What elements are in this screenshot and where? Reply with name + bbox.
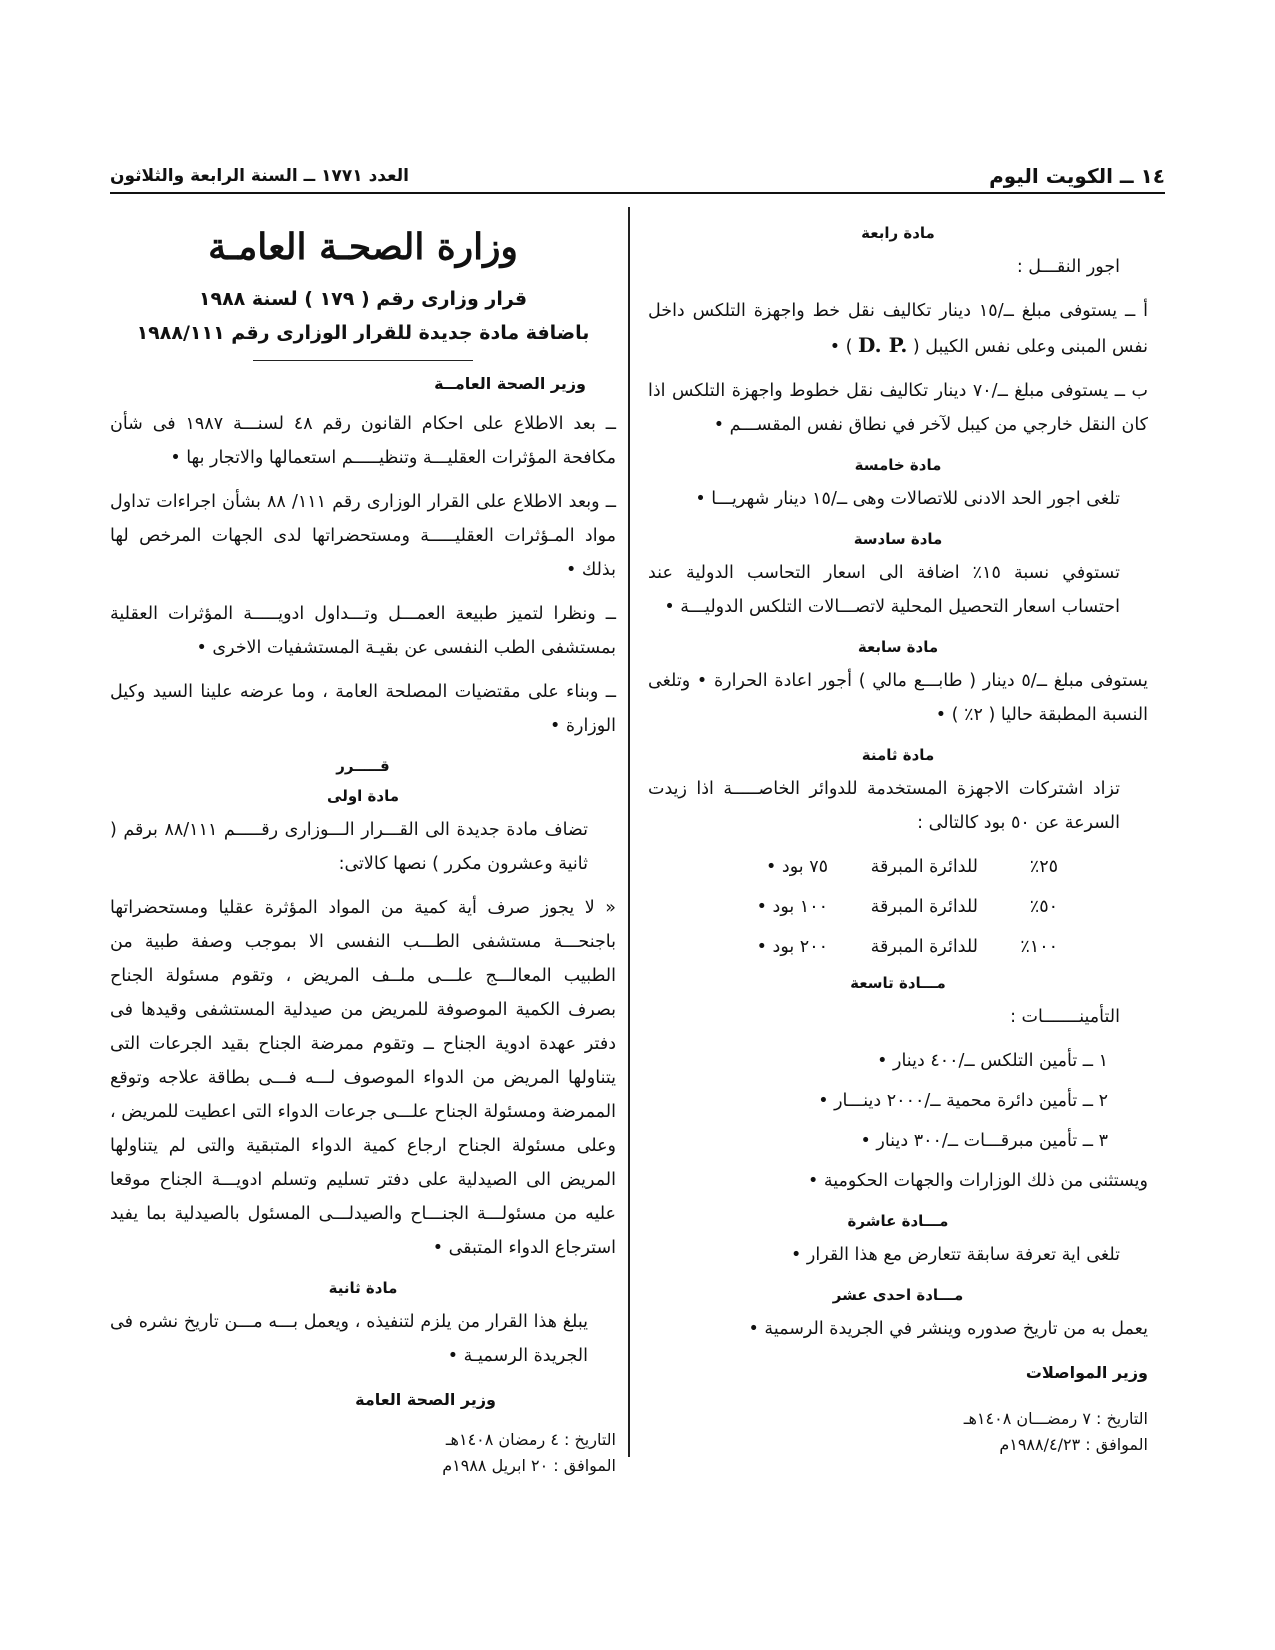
page-header bbox=[110, 160, 1165, 194]
rate-row bbox=[648, 850, 1148, 884]
article7-text: يستوفى مبلغ ــ/٥ دينار ( طابـــع مالي ) أجور اعادة الحرارة • وتلغى النسبة المطبقة حاليا ( ٢٪ ) • bbox=[648, 671, 1149, 725]
decided-heading: قـــــرر bbox=[336, 757, 390, 775]
left-column bbox=[110, 218, 616, 1479]
article9-exception: ويستثنى من ذلك الوزارات والجهات الحكومية • bbox=[807, 1171, 1148, 1191]
rates-list bbox=[648, 850, 1148, 964]
article4-a-text: أ ــ يستوفى مبلغ ــ/١٥ دينار تكاليف نقل خط واجهزة التلكس داخل نفس المبنى وعلى نفس الكيبل ( bbox=[648, 301, 1148, 357]
header-issue: العدد ١٧٧١ ــ السنة الرابعة والثلاثون bbox=[110, 166, 409, 186]
article4-a-end: ) • bbox=[829, 337, 853, 357]
date-hijri: التاريخ : ٤ رمضان ١٤٠٨هـ bbox=[445, 1430, 616, 1449]
rate-row bbox=[648, 930, 1148, 964]
rate-pct: ٢٥٪ bbox=[1029, 857, 1058, 877]
article2-text: يبلغ هذا القرار من يلزم لتنفيذه ، ويعمل بـــه مـــن تاريخ نشره فى الجريدة الرسميـة • bbox=[110, 1312, 588, 1366]
preamble-item: ــ ونظرا لتميز طبيعة العمـــل وتـــداول ادويـــــة المؤثرات العقلية بمستشفى الطب النفسى عن بقيـة المستشفيات الاخرى • bbox=[110, 604, 616, 658]
column-divider bbox=[628, 207, 630, 1457]
rate-label: للدائرة المبرقة bbox=[870, 857, 978, 877]
date-hijri: التاريخ : ٧ رمضـــان ١٤٠٨هـ bbox=[963, 1409, 1148, 1428]
article10-title: مـــادة عاشرة bbox=[847, 1212, 949, 1230]
article4-intro: اجور النقـــل : bbox=[1016, 257, 1120, 277]
rate-speed: ١٠٠ بود • bbox=[756, 897, 828, 917]
article1-title: مادة اولى bbox=[327, 787, 399, 805]
header-page-number: ١٤ ــ الكويت اليوم bbox=[989, 164, 1165, 188]
article9-title: مـــادة تاسعة bbox=[850, 974, 946, 992]
article8-title: مادة ثامنة bbox=[861, 746, 935, 764]
rate-pct: ٥٠٪ bbox=[1029, 897, 1058, 917]
insurance-item: ٢ ــ تأمين دائرة محمية ــ/٢٠٠٠ دينـــار • bbox=[818, 1091, 1108, 1111]
preamble-item: ــ وبعد الاطلاع على القرار الوزارى رقم ١١١/ ٨٨ بشأن اجراءات تداول مواد المـؤثرات العقليـــــة ومستحضراتها لدى الجهات المرخص لها بذلك • bbox=[110, 492, 617, 580]
rate-row bbox=[648, 890, 1148, 924]
article6-title: مادة سادسة bbox=[853, 530, 943, 548]
article4-b: ب ــ يستوفى مبلغ ــ/٧٠ دينار تكاليف نقل خطوط واجهزة التلكس اذا كان النقل خارجي من كيبل لآخر في نطاق نفس المقســـم • bbox=[648, 381, 1148, 435]
article9-intro: التأمينـــــــات : bbox=[1010, 1007, 1120, 1027]
rate-speed: ٧٥ بود • bbox=[766, 857, 828, 877]
insurance-item: ٣ ــ تأمين مبرقـــات ــ/٣٠٠ دينار • bbox=[860, 1131, 1108, 1151]
article11-text: يعمل به من تاريخ صدوره وينشر في الجريدة الرسمية • bbox=[748, 1319, 1148, 1339]
rate-label: للدائرة المبرقة bbox=[870, 897, 978, 917]
title-divider bbox=[253, 360, 473, 361]
preamble-item: ــ وبناء على مقتضيات المصلحة العامة ، وما عرضه علينا السيد وكيل الوزارة • bbox=[110, 682, 616, 736]
rate-speed: ٢٠٠ بود • bbox=[756, 937, 828, 957]
signer-health: وزير الصحة العامة bbox=[355, 1390, 496, 1409]
article6-text: تستوفي نسبة ١٥٪ اضافة الى اسعار التحاسب الدولية عند احتساب اسعار التحصيل المحلية لاتصـــالات التلكس الدوليـــة • bbox=[648, 563, 1120, 617]
article4-a-code: D. P. bbox=[858, 333, 908, 357]
right-column bbox=[648, 218, 1148, 1458]
article10-text: تلغى اية تعرفة سابقة تتعارض مع هذا القرار • bbox=[791, 1245, 1120, 1265]
issuer-title: وزير الصحة العامــة bbox=[434, 374, 586, 393]
date-gregorian: الموافق : ١٩٨٨/٤/٢٣م bbox=[999, 1435, 1148, 1454]
insurance-item: ١ ــ تأمين التلكس ــ/٤٠٠ دينار • bbox=[877, 1051, 1108, 1071]
article8-text: تزاد اشتركات الاجهزة المستخدمة للدوائر الخاصـــــة اذا زيدت السرعة عن ٥٠ بود كالتالى : bbox=[648, 779, 1120, 833]
decree-title: قرار وزارى رقم ( ١٧٩ ) لسنة ١٩٨٨ bbox=[198, 288, 528, 310]
article7-title: مادة سابعة bbox=[857, 638, 939, 656]
date-gregorian: الموافق : ٢٠ ابريل ١٩٨٨م bbox=[442, 1456, 616, 1475]
preamble-item: ــ بعد الاطلاع على احكام القانون رقم ٤٨ لسنـــة ١٩٨٧ فى شأن مكافحة المؤثرات العقليـــة وتنظيـــــم استعمالها والاتجار بها • bbox=[110, 414, 616, 468]
signer-communications: وزير المواصلات bbox=[1025, 1363, 1148, 1382]
article1-text: تضاف مادة جديدة الى القـــرار الـــوزارى رقـــــم ٨٨/١١١ برقم ( ثانية وعشرون مكرر ) نصها كالاتى: bbox=[110, 820, 588, 874]
article4-title: مادة رابعة bbox=[861, 224, 935, 242]
article5-title: مادة خامسة bbox=[854, 456, 942, 474]
ministry-title: وزارة الصحـة العامـة bbox=[208, 226, 518, 268]
article1-quote: « لا يجوز صرف أية كمية من المواد المؤثرة عقليا ومستحضراتها باجنحـــة مستشفى الطـــب النفسى الا بموجب وصفة طبية من الطبيب المعالـــج علـــى ملــف المريض ، وتقوم مسئولة الجناح بصرف الكمية الموصوفة للمريض من صيدلية المستشفى وقيدها فى دفتر عهدة ادوية الجناح ــ وتقوم ممرضة الجناح بقيد الجرعات التى يتناولها المريض من الدواء الموصوف لـــه فـــى بطاقة علاجه وتوقع الممرضة ومسئولة الجناح علـــى جرعات الدواء التى اعطيت للمريض ، وعلى مسئولة الجناح ارجاع كمية الدواء المتبقية والتى لم يتناولها المريض الى الصيدلية على دفتر تسليم وتسلم ادويـــة الجناح موقعا عليه من مسئولـــة الجنـــاح والصيدلـــى المسئول بالصيدلية بما يفيد استرجاع الدواء المتبقى • bbox=[110, 898, 616, 1258]
article2-title: مادة ثانية bbox=[328, 1279, 398, 1297]
article11-title: مـــادة احدى عشر bbox=[832, 1286, 964, 1304]
article5-text: تلغى اجور الحد الادنى للاتصالات وهى ــ/١٥ دينار شهريـــا • bbox=[695, 489, 1120, 509]
article4-a bbox=[648, 294, 1148, 364]
rate-pct: ١٠٠٪ bbox=[1020, 937, 1058, 957]
rate-label: للدائرة المبرقة bbox=[870, 937, 978, 957]
decree-subtitle: باضافة مادة جديدة للقرار الوزارى رقم ١٩٨٨/١١١ bbox=[136, 322, 590, 344]
